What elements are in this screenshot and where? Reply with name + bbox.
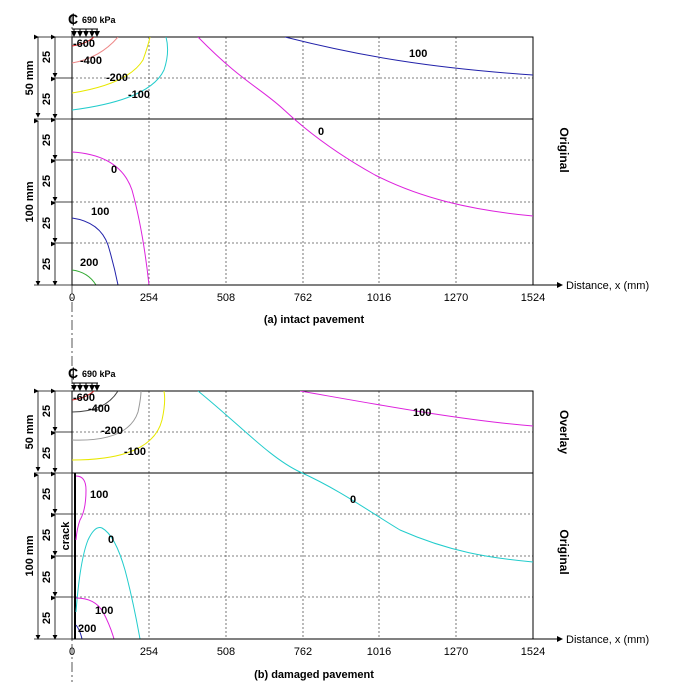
layer-label-top-b: 50 mm xyxy=(24,414,36,450)
contour-a-200 xyxy=(72,270,96,285)
sublayer-label: 25 xyxy=(41,528,53,542)
crack-label: crack xyxy=(60,521,72,551)
sublayer-label: 25 xyxy=(41,133,53,147)
grid-b xyxy=(72,391,533,639)
sublayer-label: 25 xyxy=(41,570,53,584)
contour-label: 100 xyxy=(91,206,110,218)
contour-b-100-crack xyxy=(76,476,86,540)
plot-frame-b xyxy=(72,391,533,639)
x-tick-label: 1016 xyxy=(366,646,392,658)
panel-damaged xyxy=(24,365,649,681)
contour-b-0-upper xyxy=(198,391,533,562)
layer-label-bottom-a: 100 mm xyxy=(24,181,36,223)
plot-frame-a xyxy=(72,37,533,285)
contour-a-0-upper xyxy=(198,37,533,216)
x-tick-label: 0 xyxy=(68,292,76,304)
sublayer-label: 25 xyxy=(41,92,53,106)
grid-a xyxy=(72,37,533,285)
contour-label: -400 xyxy=(80,55,103,67)
x-axis-label-b: Distance, x (mm) xyxy=(566,634,650,646)
contour-label: 100 xyxy=(90,489,109,501)
contour-label: 0 xyxy=(318,126,325,138)
sublayer-label: 25 xyxy=(41,216,53,230)
contour-label: 100 xyxy=(409,48,428,60)
sublayer-label: 25 xyxy=(41,487,53,501)
x-tick-label: 1524 xyxy=(520,646,546,658)
sublayer-label: 25 xyxy=(41,257,53,271)
load-arrows-a xyxy=(72,29,98,36)
contour-label: 0 xyxy=(108,534,115,546)
sublayer-label: 25 xyxy=(41,50,53,64)
panel-intact xyxy=(24,11,649,326)
contour-label: 100 xyxy=(413,407,432,419)
sublayer-label: 25 xyxy=(41,446,53,460)
load-arrows-b xyxy=(72,383,98,390)
side-label-original-a: Original xyxy=(557,127,571,173)
contour-label: 200 xyxy=(80,257,99,269)
layer-label-top-a: 50 mm xyxy=(24,60,36,96)
x-tick-label: 0 xyxy=(68,646,76,658)
contour-label: -200 xyxy=(106,72,129,84)
x-axis-label-a: Distance, x (mm) xyxy=(566,280,650,292)
x-tick-label: 254 xyxy=(139,292,159,304)
side-label-original-b: Original xyxy=(557,529,571,575)
load-pressure-label-b: 690 kPa xyxy=(82,369,116,379)
x-tick-label: 508 xyxy=(216,292,236,304)
sublayer-label: 25 xyxy=(41,404,53,418)
x-tick-label: 1524 xyxy=(520,292,546,304)
load-pressure-label-a: 690 kPa xyxy=(82,15,116,25)
sublayer-label: 25 xyxy=(41,174,53,188)
dimension-lines-a xyxy=(34,37,72,285)
contour-label: -200 xyxy=(101,425,124,437)
contour-label: -600 xyxy=(73,392,96,404)
contour-label: -600 xyxy=(73,38,96,50)
centerline-symbol-a: ₵ xyxy=(68,11,79,27)
caption-a: (a) intact pavement xyxy=(263,314,365,326)
x-ticks-b xyxy=(69,646,545,658)
contour-label: -400 xyxy=(88,403,111,415)
contour-label: 0 xyxy=(111,164,118,176)
dimension-lines-b xyxy=(34,391,72,639)
x-tick-label: 1270 xyxy=(443,646,469,658)
layer-label-bottom-b: 100 mm xyxy=(24,535,36,577)
x-tick-label: 1270 xyxy=(443,292,469,304)
x-tick-label: 508 xyxy=(216,646,236,658)
x-tick-label: 1016 xyxy=(366,292,392,304)
contour-label: 100 xyxy=(95,605,114,617)
contour-label: -100 xyxy=(124,446,147,458)
x-tick-label: 762 xyxy=(293,646,313,658)
side-label-overlay-b: Overlay xyxy=(557,409,571,455)
contour-label: -100 xyxy=(128,89,151,101)
x-ticks-a xyxy=(69,292,545,304)
x-tick-label: 762 xyxy=(293,292,313,304)
contour-label: 200 xyxy=(78,623,97,635)
caption-b: (b) damaged pavement xyxy=(254,669,374,681)
sublayer-label: 25 xyxy=(41,611,53,625)
contour-a-100-lower xyxy=(72,218,118,285)
contour-label: 0 xyxy=(350,494,357,506)
centerline-symbol-b: ₵ xyxy=(68,365,79,381)
x-tick-label: 254 xyxy=(139,646,159,658)
